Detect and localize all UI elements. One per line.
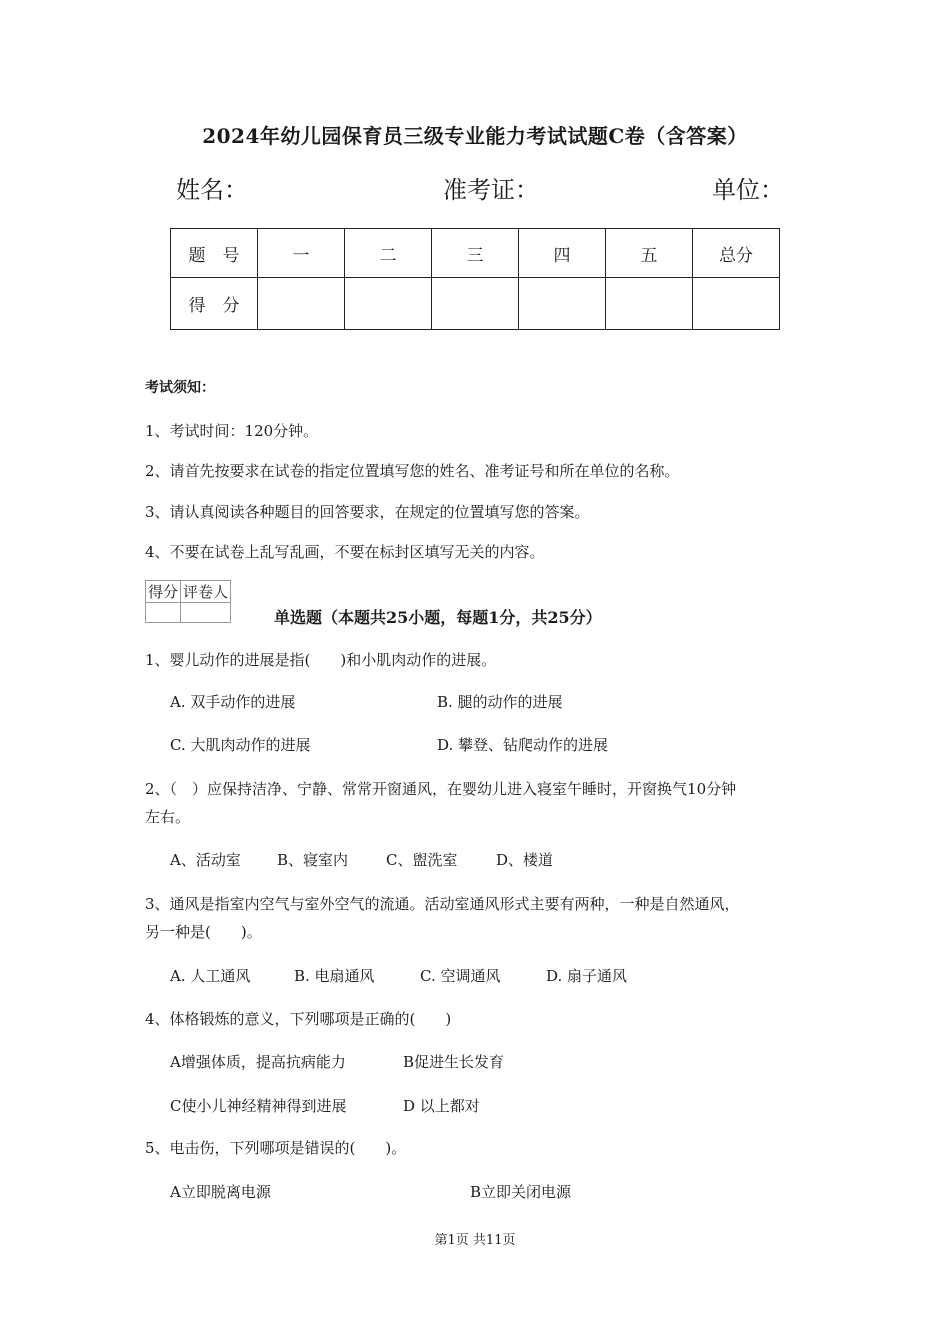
question-2-stem-cont: 左右。 xyxy=(145,808,191,826)
question-2-option-b[interactable]: B、寝室内 xyxy=(277,851,349,869)
notice-item: 4、不要在试卷上乱写乱画，不要在标封区填写无关的内容。 xyxy=(145,543,545,561)
score-row-label: 得 分 xyxy=(171,278,258,330)
unit-label: 单位： xyxy=(712,176,784,204)
name-label: 姓名： xyxy=(176,176,248,204)
grader-name-label: 评卷人 xyxy=(181,581,231,603)
question-1-option-c[interactable]: C. 大肌肉动作的进展 xyxy=(170,736,311,754)
score-cell[interactable] xyxy=(345,278,432,330)
score-header-cell: 五 xyxy=(606,229,693,278)
score-cell[interactable] xyxy=(258,278,345,330)
notice-heading: 考试须知： xyxy=(145,380,215,396)
section-title: 单选题（本题共25小题，每题1分，共25分） xyxy=(274,608,602,627)
score-table xyxy=(170,228,780,330)
score-header-cell: 总分 xyxy=(693,229,780,278)
question-3-stem: 3、通风是指室内空气与室外空气的流通。活动室通风形式主要有两种，一种是自然通风， xyxy=(145,895,740,913)
page-title: 2024年幼儿园保育员三级专业能力考试试题C卷（含答案） xyxy=(202,124,748,148)
score-cell[interactable] xyxy=(606,278,693,330)
score-cell[interactable] xyxy=(432,278,519,330)
question-5-option-b[interactable]: B立即关闭电源 xyxy=(470,1183,572,1201)
question-2-option-a[interactable]: A、活动室 xyxy=(170,851,241,869)
question-3-option-b[interactable]: B. 电扇通风 xyxy=(294,967,375,985)
notice-item: 2、请首先按要求在试卷的指定位置填写您的姓名、准考证号和所在单位的名称。 xyxy=(145,462,680,480)
question-3-option-c[interactable]: C. 空调通风 xyxy=(420,967,501,985)
question-3-stem-cont: 另一种是( )。 xyxy=(145,923,262,941)
question-4-option-b[interactable]: B促进生长发育 xyxy=(403,1053,505,1071)
score-header-cell: 一 xyxy=(258,229,345,278)
notice-item: 3、请认真阅读各种题目的回答要求，在规定的位置填写您的答案。 xyxy=(145,503,590,521)
grader-name-cell[interactable] xyxy=(181,603,231,623)
question-3-option-d[interactable]: D. 扇子通风 xyxy=(546,967,628,985)
exam-number-label: 准考证： xyxy=(443,176,539,204)
score-header-cell: 四 xyxy=(519,229,606,278)
page-footer: 第1页 共11页 xyxy=(434,1233,516,1248)
question-3-option-a[interactable]: A. 人工通风 xyxy=(170,967,251,985)
question-1-stem: 1、婴儿动作的进展是指( )和小肌肉动作的进展。 xyxy=(145,651,497,669)
grader-score-label: 得分 xyxy=(146,581,181,603)
score-header-cell: 二 xyxy=(345,229,432,278)
score-cell[interactable] xyxy=(519,278,606,330)
grader-score-cell[interactable] xyxy=(146,603,181,623)
question-1-option-b[interactable]: B. 腿的动作的进展 xyxy=(437,693,563,711)
question-2-stem: 2、（ ）应保持洁净、宁静、常常开窗通风，在婴幼儿进入寝室午睡时，开窗换气10分钟 xyxy=(145,780,737,798)
notice-item: 1、考试时间：120分钟。 xyxy=(145,422,319,440)
question-1-option-a[interactable]: A. 双手动作的进展 xyxy=(170,693,296,711)
score-header-cell: 三 xyxy=(432,229,519,278)
question-1-option-d[interactable]: D. 攀登、钻爬动作的进展 xyxy=(437,736,609,754)
question-4-stem: 4、体格锻炼的意义，下列哪项是正确的( ) xyxy=(145,1010,452,1028)
question-5-stem: 5、电击伤，下列哪项是错误的( )。 xyxy=(145,1139,407,1157)
question-2-option-c[interactable]: C、盥洗室 xyxy=(386,851,458,869)
score-header-cell: 题 号 xyxy=(171,229,258,278)
grader-box xyxy=(145,580,231,623)
question-4-option-d[interactable]: D 以上都对 xyxy=(403,1097,480,1115)
question-4-option-a[interactable]: A增强体质，提高抗病能力 xyxy=(170,1053,346,1071)
question-4-option-c[interactable]: C使小儿神经精神得到进展 xyxy=(170,1097,347,1115)
question-2-option-d[interactable]: D、楼道 xyxy=(496,851,554,869)
question-5-option-a[interactable]: A立即脱离电源 xyxy=(170,1183,271,1201)
score-cell[interactable] xyxy=(693,278,780,330)
